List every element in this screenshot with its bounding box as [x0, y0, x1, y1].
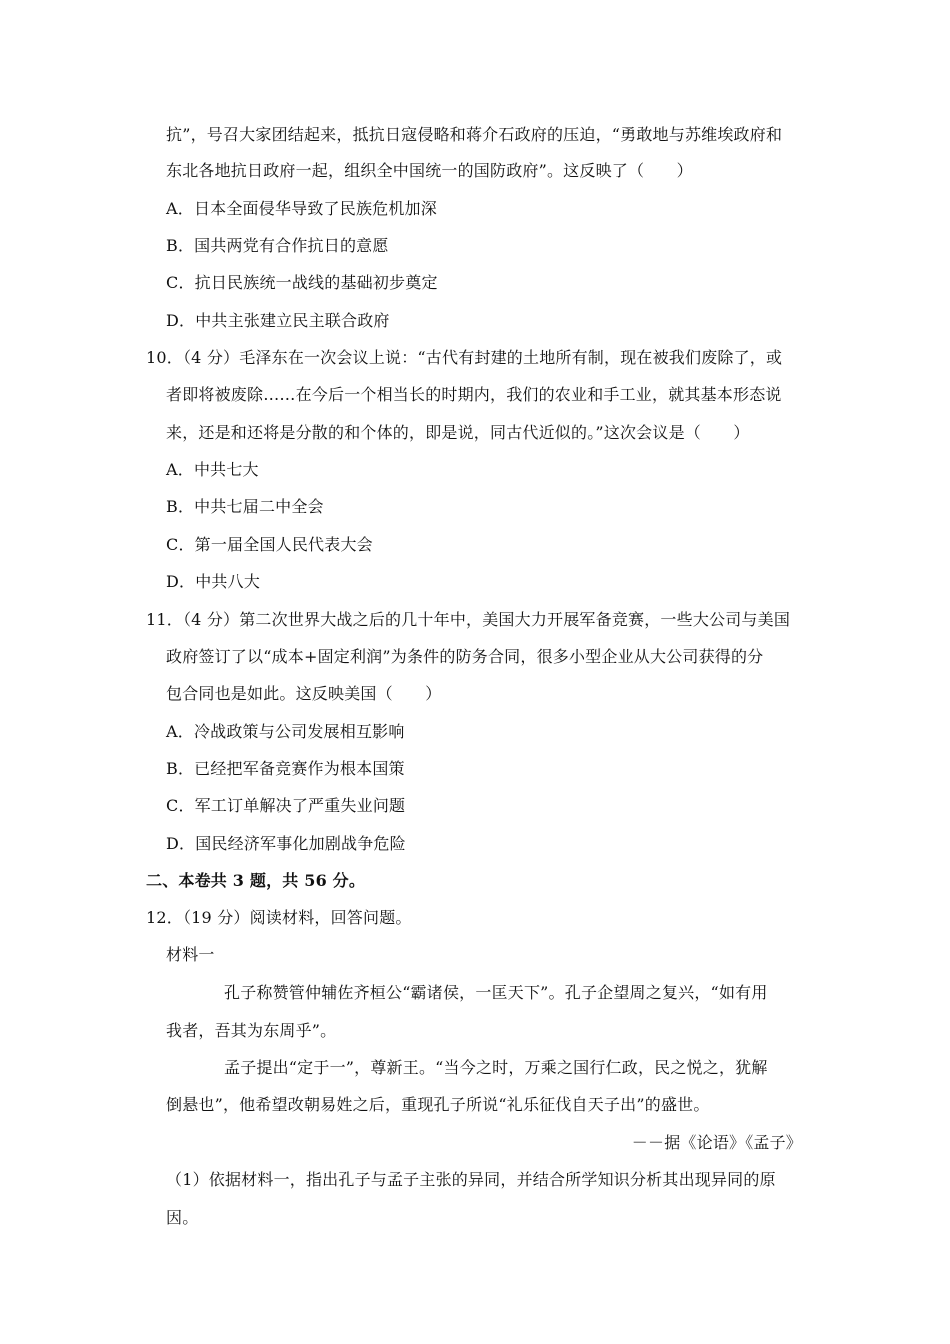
q10-option-d: D．中共八大 [166, 572, 261, 591]
q9-option-c: C．抗日民族统一战线的基础初步奠定 [166, 273, 438, 292]
q9-stem-line-2: 东北各地抗日政府一起，组织全中国统一的国防政府”。这反映了（ ） [166, 161, 693, 180]
q11-option-a: A．冷战政策与公司发展相互影响 [166, 722, 405, 741]
q12-material-para-1-line-1: 孔子称赞管仲辅佐齐桓公“霸诸侯，一匡天下”。孔子企望周之复兴，“如有用 [224, 983, 768, 1002]
q11-option-b: B．已经把军备竞赛作为根本国策 [166, 759, 405, 778]
q11-stem-line-2: 政府签订了以“成本+固定利润”为条件的防务合同，很多小型企业从大公司获得的分 [166, 647, 764, 666]
q12-subquestion-1-line-2: 因。 [166, 1208, 199, 1227]
q9-stem-line-1: 抗”，号召大家团结起来，抵抗日寇侵略和蒋介石政府的压迫，“勇敢地与苏维埃政府和 [166, 125, 783, 144]
section-2-heading: 二、本卷共 3 题，共 56 分。 [146, 871, 366, 890]
q12-material-para-2-line-1: 孟子提出“定于一”，尊新王。“当今之时，万乘之国行仁政，民之悦之，犹解 [224, 1058, 768, 1077]
q12-material-label: 材料一 [166, 945, 215, 964]
q9-option-d: D．中共主张建立民主联合政府 [166, 311, 390, 330]
q10-stem-line-3: 来，还是和还将是分散的和个体的，即是说，同古代近似的。”这次会议是（ ） [166, 423, 750, 442]
q9-option-a: A．日本全面侵华导致了民族危机加深 [166, 199, 437, 218]
q11-stem-line-1: 11．（4 分）第二次世界大战之后的几十年中，美国大力开展军备竞赛，一些大公司与美国 [146, 610, 791, 629]
q10-option-a: A．中共七大 [166, 460, 259, 479]
q12-material-source: －－据《论语》《孟子》 [631, 1133, 802, 1152]
q11-option-d: D．国民经济军事化加剧战争危险 [166, 834, 406, 853]
q12-stem: 12．（19 分）阅读材料，回答问题。 [146, 908, 412, 927]
q10-option-c: C．第一届全国人民代表大会 [166, 535, 373, 554]
q11-option-c: C．军工订单解决了严重失业问题 [166, 796, 406, 815]
q12-material-para-2-line-2: 倒悬也”，他希望改朝易姓之后，重现孔子所说“礼乐征伐自天子出”的盛世。 [166, 1095, 710, 1114]
q11-stem-line-3: 包合同也是如此。这反映美国（ ） [166, 684, 442, 703]
q10-stem-line-1: 10．（4 分）毛泽东在一次会议上说：“古代有封建的土地所有制，现在被我们废除了，或 [146, 348, 783, 367]
q10-stem-line-2: 者即将被废除……在今后一个相当长的时期内，我们的农业和手工业，就其基本形态说 [166, 385, 782, 404]
q9-option-b: B．国共两党有合作抗日的意愿 [166, 236, 389, 255]
q10-option-b: B．中共七届二中全会 [166, 497, 324, 516]
q12-material-para-1-line-2: 我者，吾其为东周乎”。 [166, 1021, 337, 1040]
q12-subquestion-1-line-1: （1）依据材料一，指出孔子与孟子主张的异同，并结合所学知识分析其出现异同的原 [166, 1170, 776, 1189]
